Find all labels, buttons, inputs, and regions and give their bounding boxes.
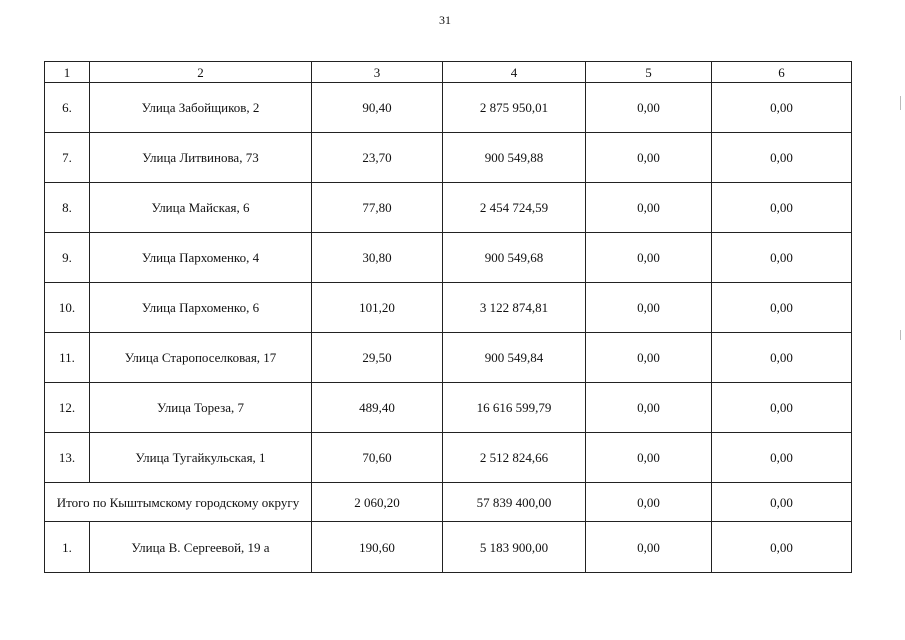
- row-number: 10.: [45, 283, 90, 333]
- data-table: [44, 61, 852, 573]
- value-cell-4: 900 549,84: [443, 333, 586, 383]
- header-cell-2: 2: [90, 62, 312, 83]
- street-cell: Улица Пархоменко, 4: [90, 233, 312, 283]
- header-cell-1: 1: [45, 62, 90, 83]
- header-cell-5: 5: [586, 62, 712, 83]
- row-number: 11.: [45, 333, 90, 383]
- total-row: [45, 483, 852, 522]
- value-cell-3: 101,20: [312, 283, 443, 333]
- value-cell-6: 0,00: [712, 233, 852, 283]
- value-cell-6: 0,00: [712, 283, 852, 333]
- table-row: [45, 183, 852, 233]
- value-cell-6: 0,00: [712, 433, 852, 483]
- row-number: 9.: [45, 233, 90, 283]
- total-value-3: 2 060,20: [312, 483, 443, 522]
- value-cell-6: 0,00: [712, 383, 852, 433]
- value-cell-3: 70,60: [312, 433, 443, 483]
- row-number: 12.: [45, 383, 90, 433]
- table-row: [45, 333, 852, 383]
- street-cell: Улица Забойщиков, 2: [90, 83, 312, 133]
- street-cell: Улица Тореза, 7: [90, 383, 312, 433]
- page-number: 31: [439, 13, 451, 27]
- street-cell: Улица Старопоселковая, 17: [90, 333, 312, 383]
- value-cell-4: 900 549,88: [443, 133, 586, 183]
- table-row: [45, 283, 852, 333]
- row-number: 1.: [45, 522, 90, 573]
- value-cell-4: 16 616 599,79: [443, 383, 586, 433]
- header-cell-6: 6: [712, 62, 852, 83]
- value-cell-5: 0,00: [586, 333, 712, 383]
- value-cell-6: 0,00: [712, 83, 852, 133]
- header-cell-3: 3: [312, 62, 443, 83]
- value-cell-5: 0,00: [586, 283, 712, 333]
- value-cell-6: 0,00: [712, 183, 852, 233]
- value-cell-5: 0,00: [586, 522, 712, 573]
- value-cell-3: 77,80: [312, 183, 443, 233]
- value-cell-3: 30,80: [312, 233, 443, 283]
- value-cell-3: 29,50: [312, 333, 443, 383]
- value-cell-5: 0,00: [586, 233, 712, 283]
- scan-mark: [900, 96, 901, 110]
- value-cell-4: 3 122 874,81: [443, 283, 586, 333]
- street-cell: Улица В. Сергеевой, 19 а: [90, 522, 312, 573]
- total-label: Итого по Кыштымскому городскому округу: [45, 483, 312, 522]
- value-cell-4: 2 512 824,66: [443, 433, 586, 483]
- table-row: [45, 433, 852, 483]
- street-cell: Улица Литвинова, 73: [90, 133, 312, 183]
- total-value-4: 57 839 400,00: [443, 483, 586, 522]
- value-cell-5: 0,00: [586, 83, 712, 133]
- table-row: [45, 233, 852, 283]
- value-cell-5: 0,00: [586, 383, 712, 433]
- value-cell-6: 0,00: [712, 133, 852, 183]
- value-cell-3: 90,40: [312, 83, 443, 133]
- total-value-5: 0,00: [586, 483, 712, 522]
- value-cell-4: 5 183 900,00: [443, 522, 586, 573]
- street-cell: Улица Пархоменко, 6: [90, 283, 312, 333]
- value-cell-5: 0,00: [586, 183, 712, 233]
- value-cell-4: 2 454 724,59: [443, 183, 586, 233]
- table-row: [45, 522, 852, 573]
- street-cell: Улица Майская, 6: [90, 183, 312, 233]
- value-cell-3: 190,60: [312, 522, 443, 573]
- value-cell-5: 0,00: [586, 433, 712, 483]
- value-cell-6: 0,00: [712, 333, 852, 383]
- header-cell-4: 4: [443, 62, 586, 83]
- row-number: 13.: [45, 433, 90, 483]
- table-row: [45, 383, 852, 433]
- total-value-6: 0,00: [712, 483, 852, 522]
- table-header-row: [45, 62, 852, 83]
- value-cell-5: 0,00: [586, 133, 712, 183]
- value-cell-4: 2 875 950,01: [443, 83, 586, 133]
- value-cell-3: 23,70: [312, 133, 443, 183]
- row-number: 7.: [45, 133, 90, 183]
- scan-mark: [900, 330, 901, 340]
- value-cell-4: 900 549,68: [443, 233, 586, 283]
- table-row: [45, 83, 852, 133]
- table-row: [45, 133, 852, 183]
- row-number: 6.: [45, 83, 90, 133]
- value-cell-6: 0,00: [712, 522, 852, 573]
- value-cell-3: 489,40: [312, 383, 443, 433]
- street-cell: Улица Тугайкульская, 1: [90, 433, 312, 483]
- row-number: 8.: [45, 183, 90, 233]
